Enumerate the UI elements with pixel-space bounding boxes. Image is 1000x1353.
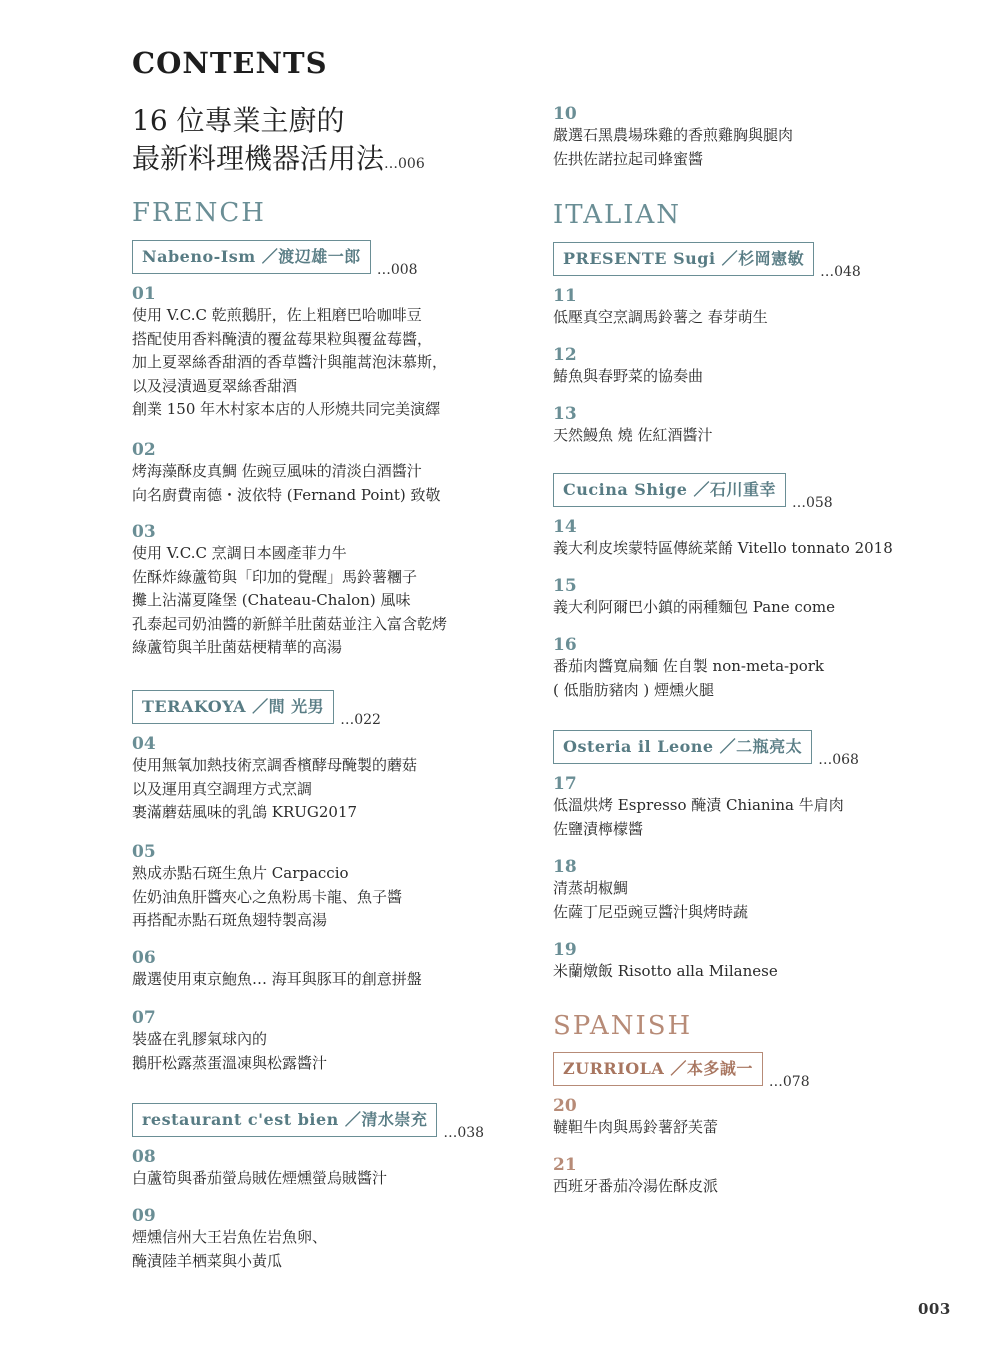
chef-page-number: …078 (768, 1074, 810, 1090)
page-number: 003 (918, 1300, 951, 1318)
chef-heading[interactable] (132, 690, 381, 728)
chef-page-number: …038 (443, 1125, 485, 1141)
dish-text-line: ( 低脂肪豬肉 ) 煙燻火腿 (553, 680, 715, 699)
dish-text-line: 天然鰻魚 燒 佐紅酒醬汁 (553, 426, 713, 444)
dish-number: 13 (553, 404, 577, 424)
dish-entry[interactable] (553, 857, 748, 924)
dish-text-line: 創業 150 年木村家本店的人形燒共同完美演繹 (132, 400, 441, 418)
category-spanish: SPANISH (553, 1011, 693, 1041)
intro-page-number: …006 (384, 156, 425, 172)
dish-text-line: 使用 V.C.C 烹調日本國產菲力牛 (132, 544, 347, 562)
chef-heading[interactable] (553, 242, 861, 280)
dish-entry[interactable] (553, 635, 824, 702)
dish-number: 05 (132, 842, 156, 862)
dish-text-line: 烤海藻酥皮真鯛 佐豌豆風味的清淡白酒醬汁 (132, 462, 422, 480)
dish-text-line: 以及浸漬過夏翠絲香甜酒 (132, 376, 298, 395)
dish-number: 09 (132, 1206, 156, 1226)
dish-text-line: 義大利阿爾巴小鎮的兩種麵包 Pane come (553, 598, 835, 616)
dish-entry[interactable] (553, 286, 768, 330)
dish-text-line: 綠蘆筍與羊肚菌菇梗精華的高湯 (132, 638, 343, 656)
dish-number: 04 (132, 734, 156, 754)
dish-number: 15 (553, 576, 577, 596)
dish-number: 16 (553, 635, 577, 655)
dish-number: 08 (132, 1147, 156, 1167)
dish-text-line: 攤上沾滿夏隆堡 (Chateau-Chalon) 風味 (132, 591, 411, 609)
dish-text-line: 低壓真空烹調馬鈴薯之 春芽萌生 (553, 308, 768, 326)
dish-number: 18 (553, 857, 577, 877)
dish-text-line: 再搭配赤點石斑魚翅特製高湯 (132, 911, 328, 929)
chef-page-number: …058 (791, 495, 833, 511)
dish-entry[interactable] (553, 404, 713, 448)
dish-number: 03 (132, 522, 156, 542)
dish-text-line: 佐鹽漬檸檬醬 (553, 819, 644, 838)
dish-number: 06 (132, 948, 156, 968)
dish-text-line: 佐拱佐諾拉起司蜂蜜醬 (553, 149, 704, 168)
intro-line-1: 16 位專業主廚的 (132, 104, 345, 137)
dish-entry[interactable] (553, 1155, 718, 1199)
dish-number: 17 (553, 774, 577, 794)
dish-text-line: 醃漬陸羊栖菜與小黃瓜 (132, 1251, 283, 1270)
dish-entry[interactable] (553, 345, 703, 389)
dish-text-line: 清蒸胡椒鯛 (553, 879, 629, 897)
dish-text-line: 米蘭燉飯 Risotto alla Milanese (553, 962, 778, 980)
dish-entry[interactable] (132, 284, 447, 422)
dish-entry[interactable] (553, 940, 778, 984)
chef-heading[interactable] (553, 730, 859, 768)
dish-text-line: 裝盛在乳膠氣球內的 (132, 1030, 268, 1048)
dish-number: 01 (132, 284, 156, 304)
dish-entry[interactable] (132, 1206, 327, 1273)
dish-number: 10 (553, 104, 577, 124)
dish-entry[interactable] (553, 104, 793, 171)
dish-number: 20 (553, 1096, 577, 1116)
dish-text-line: 搭配使用香料醃漬的覆盆莓果粒與覆盆莓醬， (132, 329, 433, 348)
dish-text-line: 低溫烘烤 Espresso 醃漬 Chianina 牛肩肉 (553, 796, 844, 814)
dish-number: 02 (132, 440, 156, 460)
dish-text-line: 佐酥炸綠蘆筍與「印加的覺醒」馬鈴薯糰子 (132, 567, 418, 586)
dish-text-line: 使用 V.C.C 乾煎鵝肝，佐上粗磨巴哈咖啡豆 (132, 306, 422, 324)
chef-heading[interactable] (132, 1103, 485, 1141)
dish-entry[interactable] (553, 517, 893, 561)
dish-text-line: 裹滿蘑菇風味的乳鴿 KRUG2017 (132, 803, 358, 821)
intro-line-2: 最新料理機器活用法…006 (132, 142, 425, 175)
intro-entry[interactable] (132, 102, 425, 183)
dish-text-line: 使用無氧加熱技術烹調香檳酵母醃製的蘑菇 (132, 756, 418, 774)
dish-number: 07 (132, 1008, 156, 1028)
dish-entry[interactable] (553, 576, 835, 620)
dish-entry[interactable] (132, 734, 417, 825)
dish-entry[interactable] (132, 440, 441, 507)
chef-page-number: …068 (818, 752, 859, 768)
dish-text-line: 加上夏翠絲香甜酒的香草醬汁與龍蒿泡沫慕斯， (132, 353, 448, 371)
page-title: CONTENTS (132, 46, 328, 80)
dish-entry[interactable] (132, 948, 422, 992)
dish-text-line: 西班牙番茄冷湯佐酥皮派 (553, 1177, 719, 1195)
chef-heading[interactable] (553, 473, 833, 511)
dish-text-line: 鰆魚與春野菜的協奏曲 (553, 367, 704, 385)
dish-entry[interactable] (553, 774, 844, 841)
dish-number: 21 (553, 1155, 577, 1175)
dish-text-line: 佐薩丁尼亞豌豆醬汁與烤時蔬 (553, 902, 749, 921)
chef-name-box: TERAKOYA ／間 光男 (132, 690, 334, 724)
dish-text-line: 韃靼牛肉與馬鈴薯舒芙蕾 (553, 1118, 719, 1136)
dish-entry[interactable] (132, 522, 447, 660)
dish-entry[interactable] (132, 1147, 387, 1191)
chef-name-box: Nabeno-Ism ／渡辺雄一郎 (132, 240, 371, 274)
dish-entry[interactable] (553, 1096, 718, 1140)
chef-page-number: …048 (820, 264, 861, 280)
dish-number: 12 (553, 345, 577, 365)
dish-number: 19 (553, 940, 577, 960)
dish-text-line: 以及運用真空調理方式烹調 (132, 779, 313, 798)
chef-name-box: restaurant c'est bien ／清水崇充 (132, 1103, 437, 1137)
dish-text-line: 佐奶油魚肝醬夾心之魚粉馬卡龍、魚子醬 (132, 887, 403, 906)
dish-text-line: 向名廚費南德・波依特 (Fernand Point) 致敬 (132, 485, 441, 504)
dish-number: 14 (553, 517, 577, 537)
dish-entry[interactable] (132, 842, 402, 933)
chef-name-box: PRESENTE Sugi ／杉岡憲敏 (553, 242, 814, 276)
dish-text-line: 嚴選使用東京鮑魚… 海耳與豚耳的創意拼盤 (132, 970, 422, 988)
dish-number: 11 (553, 286, 577, 306)
chef-name-box: ZURRIOLA ／本多誠一 (553, 1052, 763, 1086)
dish-text-line: 熟成赤點石斑生魚片 Carpaccio (132, 864, 349, 882)
chef-page-number: …008 (376, 262, 418, 278)
dish-text-line: 煙燻信州大王岩魚佐岩魚卵、 (132, 1228, 328, 1246)
dish-text-line: 孔泰起司奶油醬的新鮮羊肚菌菇並注入富含乾烤 (132, 614, 448, 633)
dish-text-line: 番茄肉醬寬扁麵 佐自製 non-meta-pork (553, 657, 824, 675)
dish-text-line: 嚴選石黑農場珠雞的香煎雞胸與腿肉 (553, 126, 794, 144)
dish-text-line: 義大利皮埃蒙特區傳統菜餚 Vitello tonnato 2018 (553, 539, 893, 557)
chef-heading[interactable] (132, 240, 418, 278)
dish-text-line: 白蘆筍與番茄螢烏賊佐煙燻螢烏賊醬汁 (132, 1169, 388, 1187)
dish-text-line: 鵝肝松露蒸蛋溫凍與松露醬汁 (132, 1053, 328, 1072)
chef-heading[interactable] (553, 1052, 810, 1090)
category-french: FRENCH (132, 198, 266, 228)
chef-page-number: …022 (340, 712, 381, 728)
category-italian: ITALIAN (553, 200, 682, 230)
chef-name-box: Cucina Shige ／石川重幸 (553, 473, 786, 507)
chef-name-box: Osteria il Leone ／二瓶亮太 (553, 730, 812, 764)
dish-entry[interactable] (132, 1008, 327, 1075)
